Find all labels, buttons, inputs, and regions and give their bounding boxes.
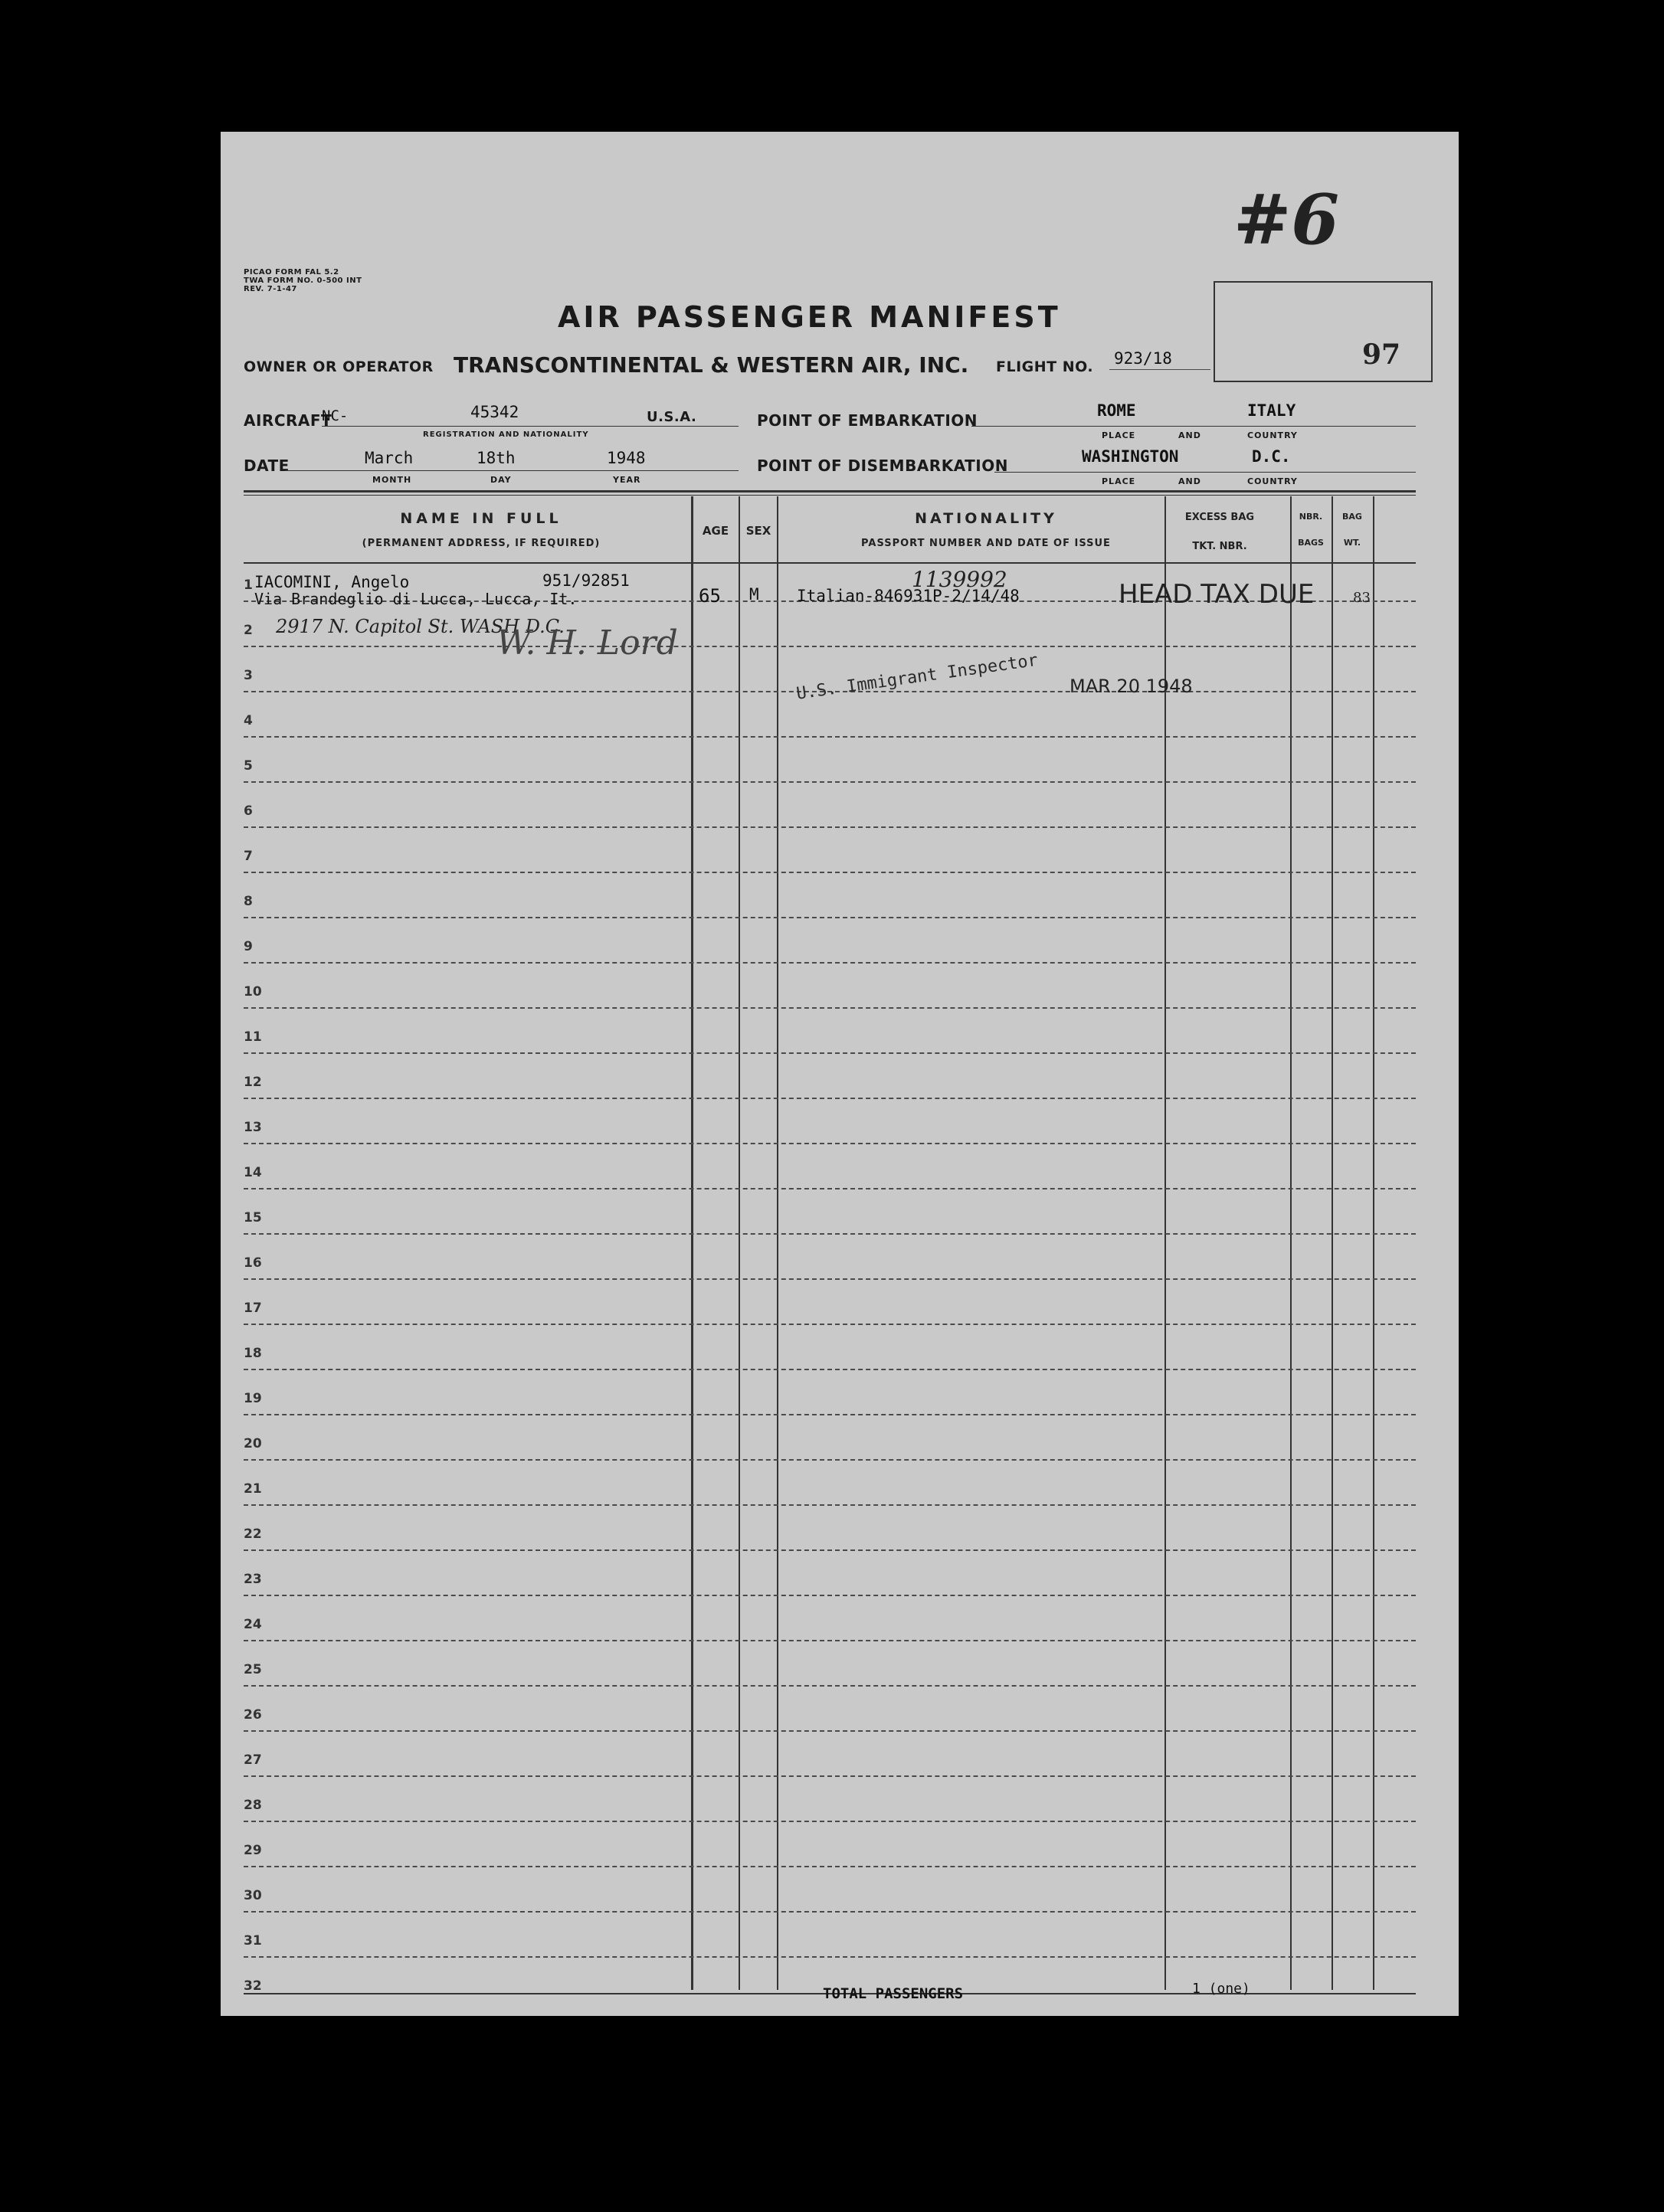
embarkation-country: ITALY [1247,401,1296,420]
date-underline [285,470,739,471]
row-number: 14 [244,1165,262,1180]
embarkation-underline [971,426,1416,427]
row-number: 25 [244,1662,262,1677]
date-month: March [365,449,414,467]
row-number: 29 [244,1843,262,1858]
col-divider [1373,496,1374,1990]
row-line [244,917,1416,918]
row-line [244,1369,1416,1370]
total-passengers-label: TOTAL PASSENGERS [823,1985,964,2002]
row-line [244,1007,1416,1009]
date-sub-year: YEAR [613,475,641,485]
row-line [244,1730,1416,1732]
row-number: 8 [244,894,253,909]
row-number: 32 [244,1978,262,1994]
row-number: 15 [244,1210,262,1225]
total-passengers-value: 1 (one) [1192,1981,1250,1997]
row-line [244,1549,1416,1551]
row-number: 10 [244,984,262,1000]
row-number: 19 [244,1391,262,1406]
col-divider [691,496,693,1990]
immigration-stamp-text: U.S. Immigrant Inspector [795,650,1040,704]
col-divider [777,496,778,1990]
aircraft-underline [322,426,739,427]
col-nationality-header: NATIONALITY [915,510,1057,527]
row-line [244,1821,1416,1822]
inspector-signature: W. H. Lord [496,623,678,663]
flight-number: 923/18 [1114,349,1172,368]
row-number: 5 [244,758,253,774]
immigration-stamp-date: MAR 20 1948 [1069,676,1193,697]
aircraft-country: U.S.A. [647,409,697,425]
passenger-name: IACOMINI, Angelo [254,573,410,591]
col-divider [1290,496,1292,1990]
flight-label: FLIGHT NO. [996,358,1094,375]
col-divider [1332,496,1333,1990]
date-day: 18th [477,449,516,467]
row-line [244,1278,1416,1280]
row-line [244,1640,1416,1641]
embarkation-label: POINT OF EMBARKATION [757,411,978,430]
aircraft-label: AIRCRAFT [244,411,332,430]
row-number: 23 [244,1572,262,1587]
row-number: 4 [244,713,253,728]
form-codes [244,268,362,293]
row-number: 27 [244,1752,262,1768]
row-line [244,962,1416,964]
row-line [244,781,1416,783]
row-number: 26 [244,1707,262,1723]
row-number: 2 [244,623,253,638]
col-divider [1164,496,1166,1990]
row-line [244,1504,1416,1506]
col-bag-header: BAG [1342,512,1362,522]
row-line [244,1595,1416,1596]
col-nbr-header: NBR. [1299,512,1323,522]
row-line [244,1143,1416,1144]
col-nationality-subheader: PASSPORT NUMBER AND DATE OF ISSUE [861,538,1111,549]
passenger-us-address: 2917 N. Capitol St. WASH D.C. [276,616,565,637]
row-number: 24 [244,1617,262,1632]
disembarkation-country: D.C. [1252,447,1291,466]
row-number: 20 [244,1436,262,1451]
row-line [244,872,1416,873]
row-number: 13 [244,1120,262,1135]
row-number: 3 [244,668,253,683]
col-excess-header: EXCESS BAG [1184,512,1255,523]
col-excess-subheader: TKT. NBR. [1192,541,1247,552]
aircraft-prefix: NC- [322,407,349,424]
disembarkation-place: WASHINGTON [1082,447,1179,466]
aircraft-sublabel: REGISTRATION AND NATIONALITY [423,430,589,439]
row-number: 28 [244,1798,262,1813]
row-line [244,1459,1416,1461]
passenger-sex: M [749,585,759,604]
row-line [244,1188,1416,1189]
row-number: 16 [244,1255,262,1271]
row-line [244,646,1416,647]
row-number: 21 [244,1481,262,1497]
row-line [244,826,1416,828]
row-line [244,1414,1416,1415]
embarkation-sub-place: PLACE [1102,430,1136,440]
disembarkation-sub-and: AND [1178,476,1201,486]
row-number: 6 [244,803,253,819]
row-line [244,1775,1416,1777]
row-line [244,736,1416,738]
row-number: 7 [244,849,253,864]
head-tax-stamp: HEAD TAX DUE [1119,579,1315,610]
row-line [244,1052,1416,1054]
row-number: 11 [244,1029,262,1045]
col-nbr-subheader: BAGS [1298,538,1324,548]
row-line [244,1866,1416,1867]
row-number: 9 [244,939,253,954]
col-divider [739,496,740,1990]
row-number: 22 [244,1526,262,1542]
table-top-rule [244,490,1416,492]
disembarkation-sub-country: COUNTRY [1247,476,1298,486]
date-year: 1948 [607,449,646,467]
date-sub-day: DAY [490,475,512,485]
table-header-rule [244,562,1416,564]
row-line [244,1098,1416,1099]
row-line [244,1956,1416,1958]
disembarkation-label: POINT OF DISEMBARKATION [757,456,1008,475]
embarkation-place: ROME [1097,401,1136,420]
col-sex-header: SEX [745,524,771,538]
row-line [244,1233,1416,1235]
disembarkation-sub-place: PLACE [1102,476,1136,486]
table-top-rule-2 [244,495,1416,496]
col-name-subheader: (PERMANENT ADDRESS, IF REQUIRED) [362,538,601,549]
embarkation-sub-country: COUNTRY [1247,430,1298,440]
row-number: 1 [244,578,253,593]
corner-mark: #6 [1233,179,1340,260]
owner-label: OWNER OR OPERATOR [244,358,434,375]
row-number: 18 [244,1346,262,1361]
manifest-page [221,132,1459,2016]
passenger-nationality: Italian-846931P-2/14/48 [797,587,1020,605]
col-age-header: AGE [702,524,729,538]
flight-underline [1109,369,1210,370]
passenger-ref: 951/92851 [542,571,630,590]
passport-correction: 1139992 [912,567,1007,592]
embarkation-sub-and: AND [1178,430,1201,440]
col-name-header: NAME IN FULL [400,510,562,527]
passenger-bag-weight: 83 [1353,590,1371,606]
date-label: DATE [244,456,290,475]
row-number: 31 [244,1933,262,1949]
row-number: 30 [244,1888,262,1903]
col-bag-subheader: WT. [1343,538,1361,548]
form-code-line: REV. 7-1-47 [244,285,297,293]
owner-value: TRANSCONTINENTAL & WESTERN AIR, INC. [454,352,969,378]
row-number: 12 [244,1075,262,1090]
page-number: 97 [1362,339,1401,371]
manifest-title: AIR PASSENGER MANIFEST [558,300,1061,334]
form-code-line: TWA FORM NO. 0-500 INT [244,276,362,285]
passenger-age: 65 [699,585,721,607]
row-line [244,1911,1416,1913]
disembarkation-underline [994,472,1416,473]
aircraft-number: 45342 [470,403,519,421]
passenger-address: Via Brandeglio di Lucca, Lucca, It. [254,590,578,608]
row-line [244,1685,1416,1687]
row-line [244,1324,1416,1325]
form-code-line: PICAO FORM FAL 5.2 [244,268,339,276]
date-sub-month: MONTH [372,475,412,485]
row-number: 17 [244,1301,262,1316]
